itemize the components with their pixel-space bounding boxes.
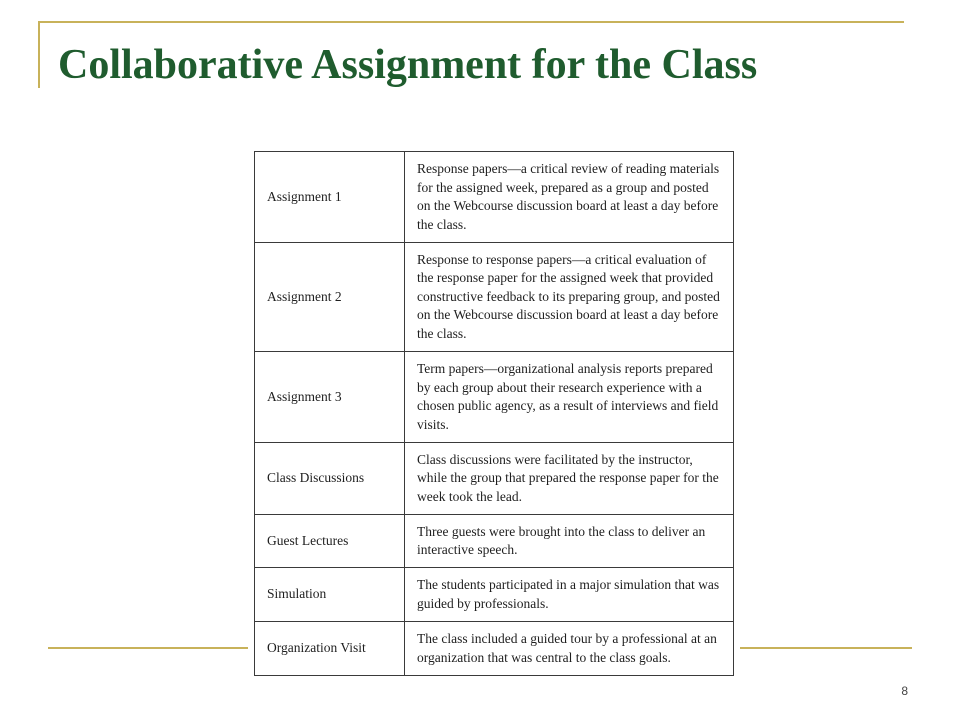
assignment-table-container [254, 151, 734, 675]
table-row [255, 443, 734, 515]
row-label: Guest Lectures [255, 515, 405, 568]
slide-title: Collaborative Assignment for the Class [58, 42, 758, 88]
table-row [255, 352, 734, 443]
table-row [255, 515, 734, 568]
row-label: Assignment 2 [255, 243, 405, 352]
row-label: Assignment 3 [255, 352, 405, 443]
top-accent-rule [38, 21, 904, 23]
table-row [255, 568, 734, 622]
table-row [255, 152, 734, 243]
row-description: Response papers—a critical review of reading materials for the assigned week, prepared as a group and posted on the Webcourse discussion board at least a day before the class. [405, 152, 734, 243]
row-description: Three guests were brought into the class to deliver an interactive speech. [405, 515, 734, 568]
row-description: Term papers—organizational analysis reports prepared by each group about their research experience with a chosen public agency, as a result of interviews and field visits. [405, 352, 734, 443]
row-label: Simulation [255, 568, 405, 622]
left-accent-rule [38, 21, 40, 88]
table-row [255, 622, 734, 676]
bottom-left-accent-rule [48, 647, 248, 649]
row-label: Class Discussions [255, 443, 405, 515]
row-label: Assignment 1 [255, 152, 405, 243]
row-description: Class discussions were facilitated by the instructor, while the group that prepared the response paper for the week took the lead. [405, 443, 734, 515]
row-description: Response to response papers—a critical evaluation of the response paper for the assigned week that provided constructive feedback to its preparing group, and posted on the Webcourse discussion board at least a day before the class. [405, 243, 734, 352]
row-label: Organization Visit [255, 622, 405, 676]
bottom-right-accent-rule [740, 647, 912, 649]
page-number: 8 [901, 684, 908, 698]
row-description: The class included a guided tour by a professional at an organization that was central to the class goals. [405, 622, 734, 676]
assignment-table [254, 151, 734, 676]
row-description: The students participated in a major simulation that was guided by professionals. [405, 568, 734, 622]
table-row [255, 243, 734, 352]
